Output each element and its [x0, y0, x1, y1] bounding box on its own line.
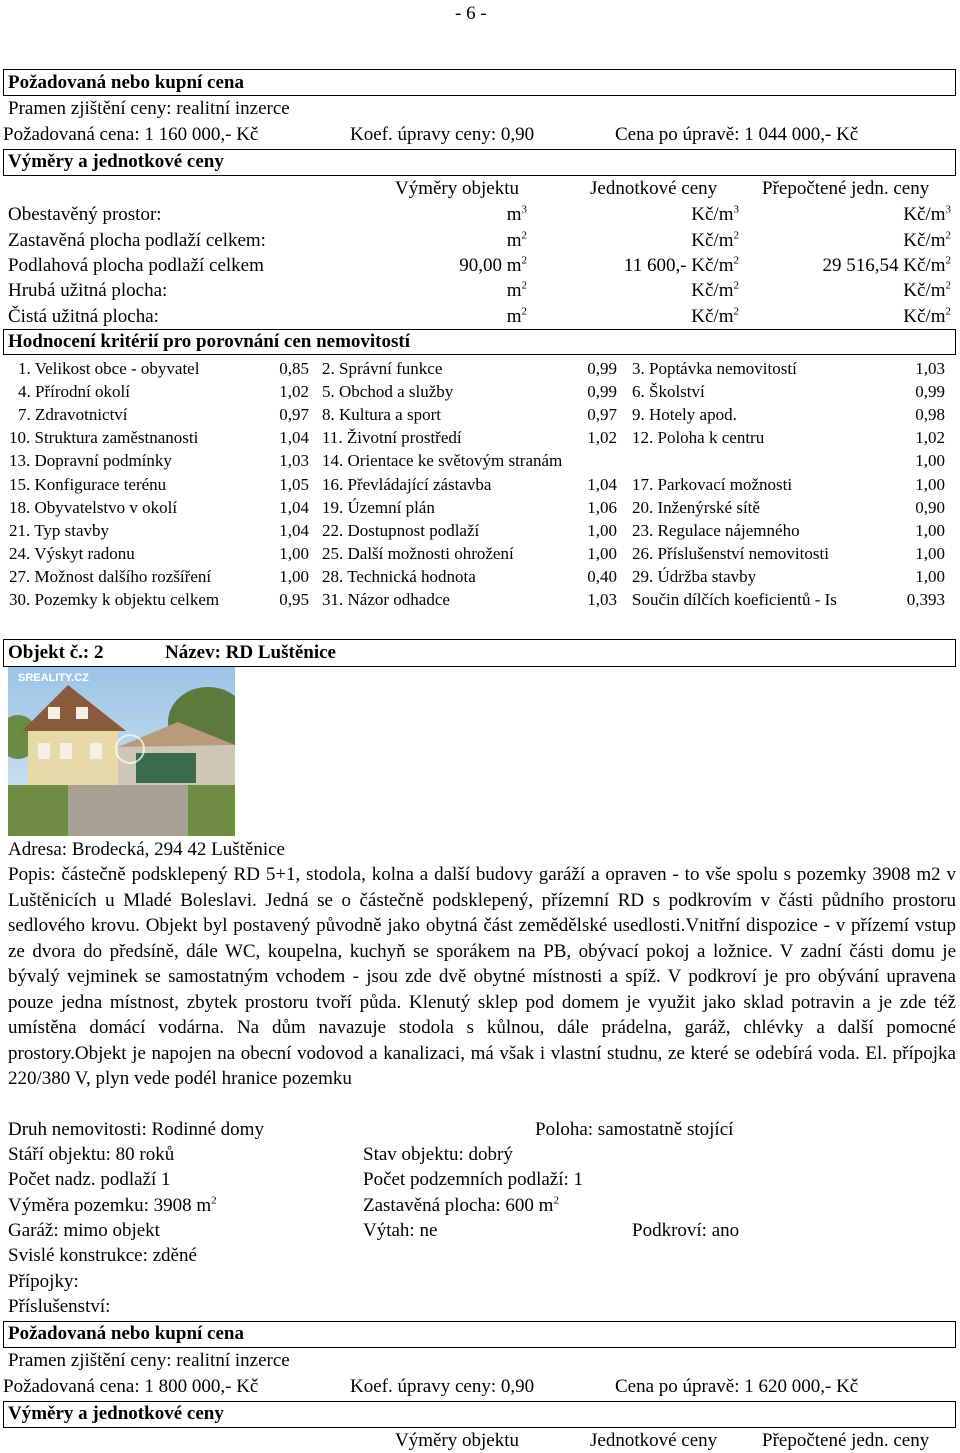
criterion-label: 6. Školství: [632, 382, 705, 401]
area-row-label: [8, 203, 162, 227]
area-row-area: [459, 254, 527, 278]
criterion-label: 2. Správní funkce: [322, 359, 443, 378]
criterion-label: 28. Technická hodnota: [322, 567, 476, 586]
col-header-recalc-prices: Přepočtené jedn. ceny: [762, 178, 930, 199]
criterion-value: 0,97: [587, 405, 617, 424]
garage: Garáž: mimo objekt: [8, 1220, 160, 1241]
area-row-area-text: m: [506, 230, 522, 251]
area-row-area-exp: 2: [521, 305, 527, 318]
col-header-unit-prices: Jednotkové ceny: [590, 178, 718, 199]
criterion-label: 20. Inženýrské sítě: [632, 498, 760, 517]
area-row-recalc-price-text: Kč/m: [903, 306, 946, 327]
area-row-area-exp: 2: [521, 279, 527, 292]
price-coefficient: Koef. úpravy ceny: 0,90: [350, 124, 535, 145]
criterion-label: 8. Kultura a sport: [322, 405, 441, 424]
criterion-label: 7. Zdravotnictví: [18, 405, 128, 424]
area-row-recalc-price: [903, 279, 951, 303]
criterion-value: 1,04: [279, 498, 309, 517]
page-number: - 6 -: [455, 3, 487, 24]
area-row-area-text: m: [506, 306, 522, 327]
floors-below: Počet podzemních podlaží: 1: [363, 1169, 584, 1190]
area-row-unit-price-exp: 2: [733, 254, 739, 267]
area-row-label-text: Zastavěná plocha podlaží celkem:: [8, 230, 266, 251]
area-row-area-exp: 2: [521, 254, 527, 267]
criterion-label: 16. Převládající zástavba: [322, 475, 492, 494]
adjusted-price-2: Cena po úpravě: 1 620 000,- Kč: [615, 1376, 859, 1397]
criterion-label: 31. Názor odhadce: [322, 590, 450, 609]
criterion-label: 24. Výskyt radonu: [9, 544, 135, 563]
criterion-label: 26. Příslušenství nemovitosti: [632, 544, 829, 563]
criterion-value: 0,97: [279, 405, 309, 424]
object-state: Stav objektu: dobrý: [363, 1144, 513, 1165]
area-row-area-exp: 2: [521, 229, 527, 242]
criterion-label: 19. Územní plán: [322, 498, 435, 517]
built-area-exp: 2: [553, 1194, 559, 1207]
area-row-recalc-price: [903, 203, 951, 227]
area-row-unit-price: [691, 229, 739, 253]
area-row-label-text: Podlahová plocha podlaží celkem: [8, 255, 264, 276]
area-row-unit-price-exp: 2: [733, 305, 739, 318]
built-area: [363, 1194, 559, 1218]
area-row-unit-price: [691, 203, 739, 227]
area-row-area-text: m: [506, 280, 522, 301]
criterion-value: 1,00: [915, 521, 945, 540]
price-header-2: Požadovaná nebo kupní cena: [8, 1323, 244, 1344]
criterion-value: 1,02: [587, 428, 617, 447]
criterion-label: 3. Poptávka nemovitostí: [632, 359, 797, 378]
criterion-label: 22. Dostupnost podlaží: [322, 521, 480, 540]
price-source-2: Pramen zjištění ceny: realitní inzerce: [8, 1350, 290, 1371]
col-header-recalc-prices-2: Přepočtené jedn. ceny: [762, 1430, 930, 1451]
plot-area: [8, 1194, 217, 1218]
criterion-label: 11. Životní prostředí: [322, 428, 462, 447]
object-number: Objekt č.: 2: [8, 642, 104, 663]
area-row-recalc-price-exp: 2: [945, 279, 951, 292]
criterion-label: 25. Další možnosti ohrožení: [322, 544, 514, 563]
criterion-value: 1,03: [279, 451, 309, 470]
object-header-box: [3, 639, 956, 667]
description: Popis: částečně podsklepený RD 5+1, stodola, kolna a další budovy garáží a opraven - to vše spolu s pozemky 3908 m2 v Luštěnicích u Mladé Boleslavi. Jedná se o částečně podsklepený, přízemní RD s podkrovím v části půdního prostoru sedlového krovu. Objekt byl postavený původně jako obytná část zemědělské usedlosti.Vnitřní dispozice - v přízemí vstup ze dvora do předsíně, dále WC, koupelna, kuchyň se sporákem na PB, obývací pokoj a ložnice. V zadní části domu je bývalý vejminek se samostatným vchodem - jsou zde dvě obytné místnosti a spíž. V podkroví je pro obývání upravena pouze jedna místnost, zbytek prostoru tvoří půda. Klenutý sklep pod domem je využit jako sklad potravin a je zde též umístěna domácí vodárna. Na dům navazuje stodola s kůlnou, dále prádelna, garáž, chlévky a další pomocné prostory.Objekt je napojen na obecní vodovod a kanalizaci, má však i vlastní studnu, ze které se odebírá voda. El. přípojka 220/380 V, plyn vede podél hranice pozemku: [8, 864, 956, 1089]
criterion-value: 1,00: [915, 451, 945, 470]
house-photo-graphic: [8, 667, 235, 836]
areas-header-2: Výměry a jednotkové ceny: [8, 1403, 224, 1424]
asking-price-2: Požadovaná cena: 1 800 000,- Kč: [3, 1376, 259, 1397]
criterion-label: 12. Poloha k centru: [632, 428, 765, 447]
object-age: Stáří objektu: 80 roků: [8, 1144, 175, 1165]
criterion-label: 23. Regulace nájemného: [632, 521, 800, 540]
area-row-label: [8, 254, 264, 278]
criterion-label: 9. Hotely apod.: [632, 405, 737, 424]
criteria-header: Hodnocení kritérií pro porovnání cen nemovitostí: [8, 331, 410, 352]
criterion-value: 1,04: [279, 521, 309, 540]
area-row-area-text: m: [506, 204, 522, 225]
criterion-label: 1. Velikost obce - obyvatel: [18, 359, 200, 378]
criterion-value: 0,95: [279, 590, 309, 609]
accessories: Příslušenství:: [8, 1296, 111, 1317]
criterion-value: 0,98: [915, 405, 945, 424]
area-row-recalc-price-exp: 2: [945, 254, 951, 267]
built-area-text: Zastavěná plocha: 600 m: [363, 1195, 554, 1216]
criterion-label: 30. Pozemky k objektu celkem: [9, 590, 220, 609]
plot-area-exp: 2: [211, 1194, 217, 1207]
area-row-recalc-price-exp: 3: [945, 203, 951, 216]
area-row-recalc-price: [823, 254, 951, 278]
criterion-value: 1,00: [279, 544, 309, 563]
criterion-value: 1,03: [587, 590, 617, 609]
criterion-label: 13. Dopravní podmínky: [9, 451, 172, 470]
criterion-value: 1,00: [587, 544, 617, 563]
area-row-unit-price-exp: 3: [733, 203, 739, 216]
area-row-label: [8, 229, 266, 253]
area-row-area: [507, 279, 527, 303]
area-row-area-exp: 3: [521, 203, 527, 216]
criterion-value: 0,90: [915, 498, 945, 517]
area-row-recalc-price-text: 29 516,54 Kč/m: [822, 255, 946, 276]
area-row-area: [507, 203, 527, 227]
plot-area-text: Výměra pozemku: 3908 m: [8, 1195, 212, 1216]
area-row-label-text: Hrubá užitná plocha:: [8, 280, 168, 301]
criterion-label: 18. Obyvatelstvo v okolí: [9, 498, 178, 517]
criterion-value: 1,00: [587, 521, 617, 540]
criterion-label: 27. Možnost dalšího rozšíření: [9, 567, 212, 586]
col-header-areas: Výměry objektu: [395, 178, 520, 199]
areas-header: Výměry a jednotkové ceny: [8, 151, 224, 172]
criterion-label: 14. Orientace ke světovým stranám: [322, 451, 563, 470]
property-kind: Druh nemovitosti: Rodinné domy: [8, 1119, 264, 1140]
area-row-recalc-price: [903, 305, 951, 329]
area-row-label-text: Obestavěný prostor:: [8, 204, 162, 225]
price-header: Požadovaná nebo kupní cena: [8, 72, 244, 93]
property-position: Poloha: samostatně stojící: [535, 1119, 734, 1140]
area-row-recalc-price-exp: 2: [945, 305, 951, 318]
col-header-areas-2: Výměry objektu: [395, 1430, 520, 1451]
criterion-label: Součin dílčích koeficientů - Is: [632, 590, 837, 609]
house-photo: [8, 667, 235, 836]
criterion-value: 0,393: [906, 590, 945, 609]
criterion-value: 1,03: [915, 359, 945, 378]
area-row-unit-price-text: Kč/m: [691, 230, 734, 251]
criterion-value: 0,40: [587, 567, 617, 586]
criterion-value: 1,00: [915, 567, 945, 586]
lift: Výtah: ne: [363, 1220, 438, 1241]
criterion-value: 1,02: [279, 382, 309, 401]
criterion-value: 0,99: [587, 382, 617, 401]
object-name: Název: RD Luštěnice: [165, 642, 336, 663]
area-row-unit-price-exp: 2: [733, 279, 739, 292]
criterion-value: 1,00: [279, 567, 309, 586]
area-row-unit-price: [691, 305, 739, 329]
area-row-label: [8, 305, 159, 329]
area-row-unit-price-text: Kč/m: [691, 306, 734, 327]
criterion-value: 0,99: [915, 382, 945, 401]
criterion-value: 1,06: [587, 498, 617, 517]
area-row-recalc-price: [903, 229, 951, 253]
area-row-recalc-price-exp: 2: [945, 229, 951, 242]
criterion-label: 15. Konfigurace terénu: [9, 475, 167, 494]
criterion-label: 4. Přírodní okolí: [18, 382, 130, 401]
criterion-label: 21. Typ stavby: [9, 521, 110, 540]
criterion-value: 1,00: [915, 544, 945, 563]
walls: Svislé konstrukce: zděné: [8, 1245, 197, 1266]
area-row-unit-price: [691, 279, 739, 303]
adjusted-price: Cena po úpravě: 1 044 000,- Kč: [615, 124, 859, 145]
area-row-area-text: 90,00 m: [459, 255, 522, 276]
connections: Přípojky:: [8, 1271, 79, 1292]
area-row-unit-price-text: 11 600,- Kč/m: [623, 255, 734, 276]
area-row-area: [507, 229, 527, 253]
criterion-value: 0,99: [587, 359, 617, 378]
asking-price: Požadovaná cena: 1 160 000,- Kč: [3, 124, 259, 145]
area-row-unit-price-exp: 2: [733, 229, 739, 242]
address: Adresa: Brodecká, 294 42 Luštěnice: [8, 839, 285, 860]
area-row-unit-price-text: Kč/m: [691, 280, 734, 301]
area-row-area: [507, 305, 527, 329]
area-row-unit-price-text: Kč/m: [691, 204, 734, 225]
attic: Podkroví: ano: [632, 1220, 740, 1241]
photo-watermark: SREALITY.CZ: [18, 672, 89, 684]
criterion-value: 1,04: [587, 475, 617, 494]
area-row-label-text: Čistá užitná plocha:: [8, 306, 159, 327]
criterion-label: 10. Struktura zaměstnanosti: [9, 428, 199, 447]
criterion-value: 1,02: [915, 428, 945, 447]
criterion-value: 1,00: [915, 475, 945, 494]
criterion-value: 1,05: [279, 475, 309, 494]
criterion-label: 29. Údržba stavby: [632, 567, 757, 586]
area-row-unit-price: [624, 254, 739, 278]
price-coefficient-2: Koef. úpravy ceny: 0,90: [350, 1376, 535, 1397]
area-row-recalc-price-text: Kč/m: [903, 204, 946, 225]
area-row-recalc-price-text: Kč/m: [903, 230, 946, 251]
criterion-label: 17. Parkovací možnosti: [632, 475, 793, 494]
col-header-unit-prices-2: Jednotkové ceny: [590, 1430, 718, 1451]
area-row-recalc-price-text: Kč/m: [903, 280, 946, 301]
price-source: Pramen zjištění ceny: realitní inzerce: [8, 98, 290, 119]
criterion-label: 5. Obchod a služby: [322, 382, 454, 401]
area-row-label: [8, 279, 167, 303]
criterion-value: 0,85: [279, 359, 309, 378]
floors-above: Počet nadz. podlaží 1: [8, 1169, 171, 1190]
criterion-value: 1,04: [279, 428, 309, 447]
